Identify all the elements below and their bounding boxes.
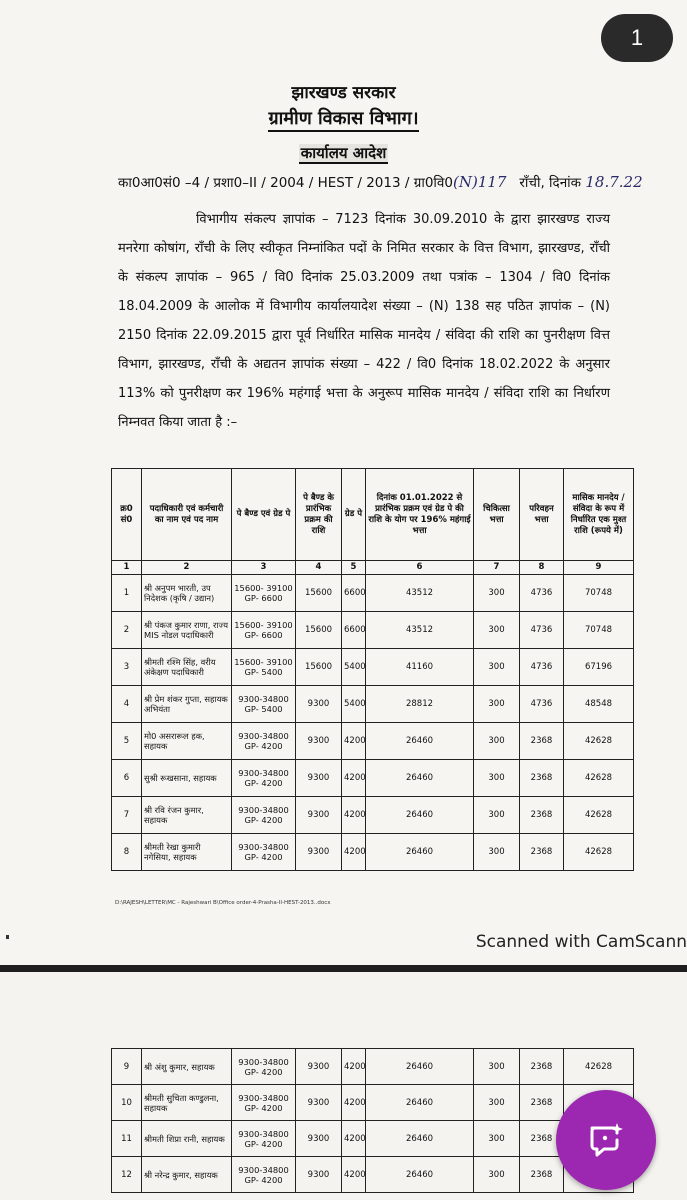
table-cell: सुश्री रूखसाना, सहायक [142,760,232,797]
table-cell: 9300 [296,1121,342,1157]
table-cell: 15600 [296,575,342,612]
reference-number: का0आ0सं0 –4 / प्रशा0–II / 2004 / HEST / 2013 / ग्रा0वि0 [118,175,454,191]
table-cell: 300 [474,686,520,723]
table-cell: 4 [112,686,142,723]
table-cell: 42628 [564,1049,634,1085]
table-cell: 26460 [366,797,474,834]
table-column-number: 6 [366,561,474,575]
table-cell: 48548 [564,686,634,723]
table-row [112,1049,634,1085]
place-date-label: राँची, दिनांक [519,175,582,191]
table-cell: श्री प्रेम शंकर गुप्ता, सहायक अभियंता [142,686,232,723]
table-column-number: 1 [112,561,142,575]
table-cell: 300 [474,575,520,612]
pay-table-page1 [111,468,634,871]
table-cell: 2368 [520,834,564,871]
table-cell: श्री अनुपम भारती, उप निदेशक (कृषि / उद्यान) [142,575,232,612]
table-column-number: 2 [142,561,232,575]
table-cell: 3 [112,649,142,686]
office-order-title: कार्यालय आदेश [300,144,387,162]
chat-button[interactable] [556,1090,656,1190]
table-cell: 2368 [520,1157,564,1193]
scan-mark [6,935,9,939]
table-cell: 4736 [520,686,564,723]
table-cell: 9300 [296,1049,342,1085]
table-cell: 15600 [296,612,342,649]
file-path: D:\RAJESH\LETTER\MC - Rajeshwari B\Office order-4-Prasha-II-HEST-2013..docx [115,900,331,906]
table-header-cell: दिनांक 01.01.2022 से प्रारंभिक प्रक्रम एवं ग्रेड पे की राशि के योग पर 196% महंगाई भत्ता [366,469,474,561]
table-cell: 4736 [520,612,564,649]
table-header-cell: पे बैण्ड एवं ग्रेड पे [232,469,296,561]
table-cell: 300 [474,723,520,760]
table-cell: 300 [474,612,520,649]
table-row [112,649,634,686]
table-cell: 300 [474,1085,520,1121]
table-column-number: 4 [296,561,342,575]
table-cell: 15600- 39100 GP- 6600 [232,612,296,649]
table-cell: श्रीमती रश्मि सिंह, वरीय अंकेक्षण पदाधिकारी [142,649,232,686]
table-cell: श्रीमती सुचिता कण्डुलना, सहायक [142,1085,232,1121]
chat-sparkle-icon [586,1120,626,1160]
table-cell: 9300-34800 GP- 4200 [232,1085,296,1121]
table-header-row [112,469,634,561]
table-cell: 2368 [520,723,564,760]
table-header-cell: ग्रेड पे [342,469,366,561]
table-cell: श्री अंशु कुमार, सहायक [142,1049,232,1085]
table-cell: 42628 [564,760,634,797]
handwritten-date: 18.7.22 [585,173,643,191]
table-cell: 42628 [564,797,634,834]
table-cell: 2368 [520,1049,564,1085]
table-cell: 9300 [296,760,342,797]
table-row [112,575,634,612]
table-row [112,723,634,760]
table-cell: 28812 [366,686,474,723]
table-column-number: 7 [474,561,520,575]
table-cell: 300 [474,834,520,871]
table-cell: 5400 [342,649,366,686]
table-cell: 2368 [520,1085,564,1121]
table-cell: 4200 [342,834,366,871]
table-cell: 2368 [520,1121,564,1157]
table-cell: 6600 [342,575,366,612]
table-cell: 2368 [520,797,564,834]
table-cell: 43512 [366,575,474,612]
table-cell: 9300-34800 GP- 4200 [232,797,296,834]
table-cell: 4200 [342,723,366,760]
table-cell: 9 [112,1049,142,1085]
table-cell: 9300 [296,834,342,871]
table-header-cell: मासिक मानदेय / संविदा के रूप में निर्धारित एक मुश्त राशि (रूपये में) [564,469,634,561]
table-cell: 9300 [296,723,342,760]
table-cell: 4736 [520,575,564,612]
table-row [112,797,634,834]
table-cell: 2 [112,612,142,649]
table-cell: 26460 [366,1049,474,1085]
table-cell: 9300 [296,1157,342,1193]
table-column-number: 3 [232,561,296,575]
table-cell: 6600 [342,612,366,649]
table-cell: 9300 [296,686,342,723]
table-cell: 9300 [296,1085,342,1121]
table-cell: 12 [112,1157,142,1193]
table-cell: 42628 [564,834,634,871]
table-cell: 4200 [342,1085,366,1121]
table-cell: 300 [474,1121,520,1157]
table-cell: 9300-34800 GP- 4200 [232,760,296,797]
table-cell: 15600- 39100 GP- 6600 [232,575,296,612]
table-row [112,1085,634,1121]
table-cell: 9300-34800 GP- 4200 [232,723,296,760]
table-cell: 9300-34800 GP- 5400 [232,686,296,723]
order-body [118,205,610,437]
table-cell: 9300-34800 GP- 4200 [232,1157,296,1193]
table-cell: 70748 [564,612,634,649]
table-cell: 43512 [366,612,474,649]
table-cell: श्री रवि रंजन कुमार, सहायक [142,797,232,834]
table-cell: श्री पंकज कुमार राणा, राज्य MIS नोडल पदाधिकारी [142,612,232,649]
table-cell: 11 [112,1121,142,1157]
table-cell: 4200 [342,760,366,797]
table-cell: श्रीमती शिप्रा रानी, सहायक [142,1121,232,1157]
table-cell: मो0 असरारूल हक, सहायक [142,723,232,760]
table-column-number: 9 [564,561,634,575]
table-cell: 9300-34800 GP- 4200 [232,834,296,871]
table-cell: 300 [474,649,520,686]
table-cell: श्रीमती रेखा कुमारी नगेसिया, सहायक [142,834,232,871]
table-cell: श्री नरेन्द्र कुमार, सहायक [142,1157,232,1193]
order-body-text: विभागीय संकल्प ज्ञापांक – 7123 दिनांक 30.09.2010 के द्वारा झारखण्ड राज्य मनरेगा कोषांग, राँची के लिए स्वीकृत निम्नांकित पदों के निमित सरकार के वित्त विभाग, झारखण्ड, राँची के संकल्प ज्ञापांक – 965 / वि0 दिनांक 25.03.2009 तथा पत्रांक – 1304 / वि0 दिनांक 18.04.2009 के आलोक में विभागीय कार्यालयादेश संख्या – (N) 138 सह पठित ज्ञापांक – (N) 2150 दिनांक 22.09.2015 द्वारा पूर्व निर्धारित मासिक मानदेय / संविदा की राशि का पुनरीक्षण वित्त विभाग, झारखण्ड, राँची के अद्यतन ज्ञापांक संख्या – 422 / वि0 दिनांक 18.02.2022 के अनुसार 113% को पुनरीक्षण कर 196% महंगाई भत्ता के अनुरूप मासिक मानदेय / संविदा राशि का निर्धारण निम्नवत किया जाता है :– [118,212,610,430]
table-cell: 4736 [520,649,564,686]
table-cell: 42628 [564,723,634,760]
table-cell: 26460 [366,1157,474,1193]
table-cell: 41160 [366,649,474,686]
table-cell: 6 [112,760,142,797]
handwritten-number: (N)117 [453,173,507,191]
table-column-number-row [112,561,634,575]
table-cell: 5 [112,723,142,760]
table-cell: 26460 [366,1121,474,1157]
table-column-number: 8 [520,561,564,575]
gov-title: झारखण्ड सरकार [291,83,396,103]
table-row [112,834,634,871]
table-row [112,1157,634,1193]
table-cell: 300 [474,1157,520,1193]
table-cell: 26460 [366,723,474,760]
table-cell: 4200 [342,1049,366,1085]
table-cell: 1 [112,575,142,612]
table-row [112,760,634,797]
table-header-cell: क्र0 सं0 [112,469,142,561]
table-cell: 4200 [342,1121,366,1157]
table-cell: 67196 [564,649,634,686]
table-cell: 26460 [366,834,474,871]
table-column-number: 5 [342,561,366,575]
table-cell: 70748 [564,575,634,612]
table-cell: 9300-34800 GP- 4200 [232,1049,296,1085]
table-cell: 4200 [342,1157,366,1193]
table-cell: 7 [112,797,142,834]
table-row [112,612,634,649]
table-cell: 26460 [366,1085,474,1121]
table-cell: 8 [112,834,142,871]
table-cell: 9300-34800 GP- 4200 [232,1121,296,1157]
table-header-cell: परिवहन भत्ता [520,469,564,561]
table-header-cell: पदाधिकारी एवं कर्मचारी का नाम एवं पद नाम [142,469,232,561]
table-cell: 5400 [342,686,366,723]
table-cell: 15600 [296,649,342,686]
table-cell: 9300 [296,797,342,834]
pay-table-page2 [111,1048,634,1193]
table-cell: 26460 [366,760,474,797]
table-cell: 300 [474,1049,520,1085]
table-header-cell: पे बैण्ड के प्रारंभिक प्रक्रम की राशि [296,469,342,561]
table-cell: 300 [474,760,520,797]
scanner-watermark: Scanned with CamScann [475,932,687,952]
table-cell: 10 [112,1085,142,1121]
table-row [112,686,634,723]
table-cell: 2368 [520,760,564,797]
page-indicator: 1 [601,14,673,62]
table-cell: 15600- 39100 GP- 5400 [232,649,296,686]
department-title: ग्रामीण विकास विभाग। [0,106,687,130]
table-header-cell: चिकित्सा भत्ता [474,469,520,561]
table-cell: 4200 [342,797,366,834]
table-cell: 300 [474,797,520,834]
reference-line [118,173,643,191]
